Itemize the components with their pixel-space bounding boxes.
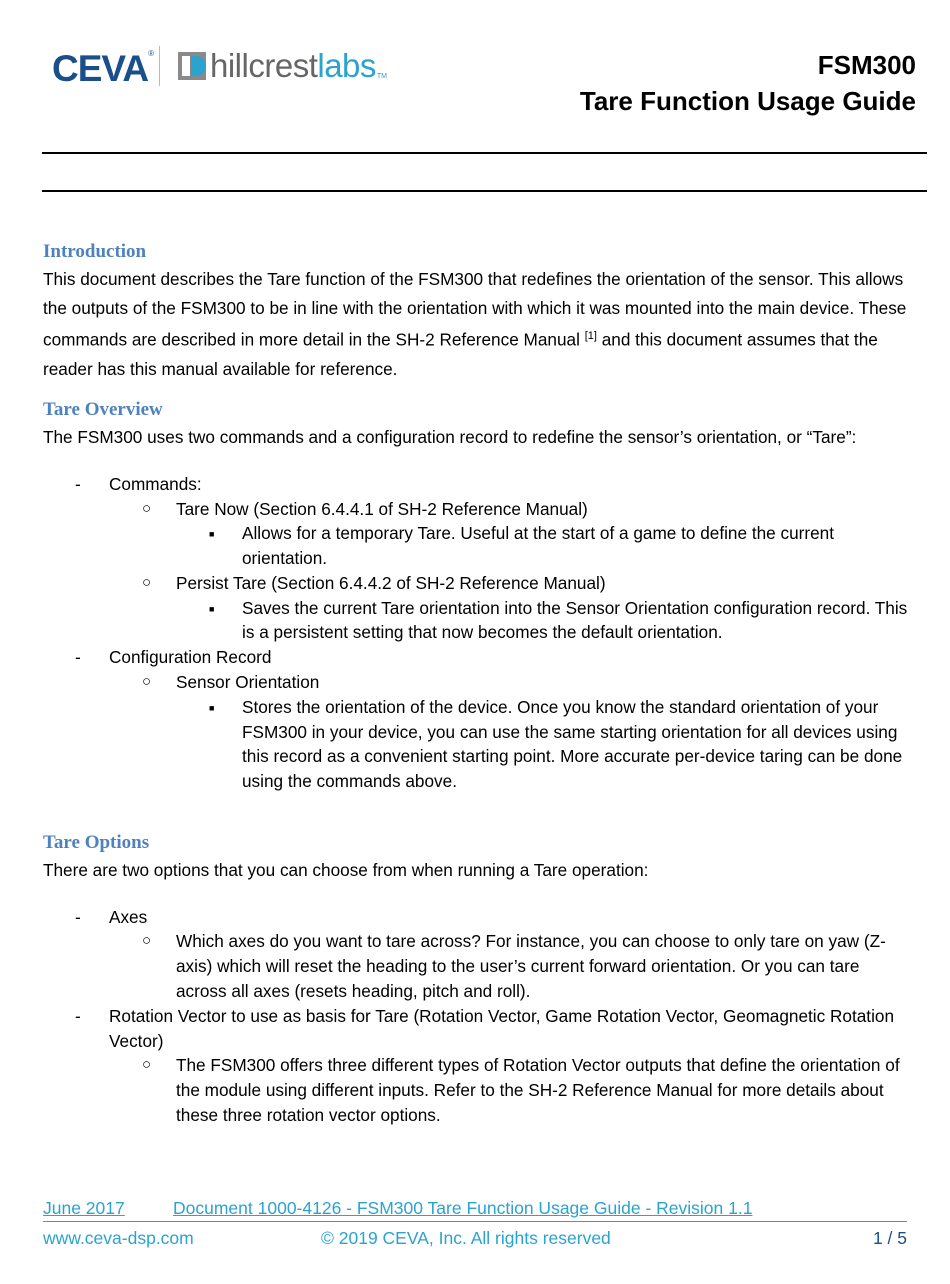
title-guide: Tare Function Usage Guide (579, 86, 916, 116)
heading-tare-options: Tare Options (43, 832, 150, 854)
introduction-paragraph (43, 265, 913, 383)
list-item-config-record: Configuration Record (109, 647, 272, 668)
list-item: ○ Sensor Orientation (142, 672, 320, 693)
list-item: ■ Stores the orientation of the device. Once you know the standard orientation of your FSM300 in your device, you can use the same starting orientation for all devices using this record as a convenient starting point. More accurate per-device taring can be done using the commands above. (209, 696, 903, 792)
list-item-persist-tare: Persist Tare (Section 6.4.4.2 of SH-2 Reference Manual) (176, 572, 606, 593)
list-item: - Configuration Record (75, 647, 272, 668)
document-body (43, 239, 913, 1128)
list-item: ○ Tare Now (Section 6.4.4.1 of SH-2 Reference Manual) (142, 498, 588, 519)
tare-overview-list (43, 472, 913, 794)
title-product: FSM300 (817, 50, 916, 80)
header-rule-top (42, 152, 927, 154)
heading-introduction: Introduction (43, 241, 147, 262)
introduction-text-cont: and this document assumes that the reader has this manual available for reference. (43, 329, 878, 379)
ceva-logo: CEVA® (52, 48, 153, 89)
list-item-rotation-vector-detail: The FSM300 offers three different types of Rotation Vector outputs that define the orientation of the module using different inputs. Refer to the SH-2 Reference Manual for more details about these three rotation vector options. (176, 1055, 900, 1126)
introduction-text: This document describes the Tare function of the FSM300 that redefines the orientation of the sensor. This allows the outputs of the FSM300 to be in line with the orientation with which it was mounted into the main device. These commands are described in more detail in the SH-2 Reference Manual (43, 269, 907, 350)
list-item: ○ Persist Tare (Section 6.4.4.2 of SH-2 Reference Manual) (142, 572, 606, 593)
ceva-logo-text: CEVA (52, 48, 149, 89)
list-item: ○ The FSM300 offers three different types of Rotation Vector outputs that define the orientation of the module using different inputs. Refer to the SH-2 Reference Manual for more details about these three rotation vector options. (142, 1055, 900, 1126)
list-item-axes: Axes (109, 906, 148, 927)
footer-page-number: 1 / 5 (872, 1228, 907, 1248)
tare-options-list (43, 905, 913, 1128)
list-item-commands: Commands: (109, 473, 202, 494)
list-item: - Axes (75, 906, 148, 927)
reference-marker: [1] (584, 330, 597, 343)
heading-tare-overview: Tare Overview (43, 399, 163, 421)
list-item: - Commands: (75, 473, 202, 494)
footer-document-reference: Document 1000-4126 - FSM300 Tare Function Usage Guide - Revision 1.1 (173, 1198, 753, 1218)
hillcrest-logo-text: hillcrest (210, 47, 318, 84)
document-title (580, 47, 916, 119)
list-item-tare-now: Tare Now (Section 6.4.4.1 of SH-2 Reference Manual) (176, 498, 588, 519)
list-item-axes-detail: Which axes do you want to tare across? For instance, you can choose to only tare on yaw (Z-axis) which will reset the heading to the user’s current forward orientation. Or you can tare across all axes (resets heading, pitch and roll). (176, 931, 886, 1002)
list-item: - Rotation Vector to use as basis for Tare (Rotation Vector, Game Rotation Vector, Geomagnetic Rotation Vector) (75, 1005, 895, 1051)
logo-separator (159, 46, 160, 86)
footer-copyright: © 2019 CEVA, Inc. All rights reserved (321, 1228, 611, 1248)
list-item-sensor-orientation-detail: Stores the orientation of the device. Once you know the standard orientation of your FSM300 in your device, you can use the same starting orientation for all devices using this record as a convenient starting point. More accurate per-device taring can be done using the commands above. (242, 696, 903, 792)
list-item-rotation-vector: Rotation Vector to use as basis for Tare (Rotation Vector, Game Rotation Vector, Geomagnetic Rotation Vector) (109, 1005, 895, 1051)
labs-logo-text: labs (317, 47, 376, 84)
list-item-persist-tare-detail: Saves the current Tare orientation into the Sensor Orientation configuration record. This is a persistent setting that now becomes the default orientation. (242, 597, 908, 643)
list-item-sensor-orientation: Sensor Orientation (176, 672, 320, 693)
list-item: ■ Saves the current Tare orientation into the Sensor Orientation configuration record. This is a persistent setting that now becomes the default orientation. (209, 597, 908, 643)
hillcrest-mark-icon (178, 52, 206, 80)
header-rule-bottom (42, 190, 927, 192)
list-item: ○ Which axes do you want to tare across? For instance, you can choose to only tare on yaw (Z-axis) which will reset the heading to the user’s current forward orientation. Or you can tare across all axes (resets heading, pitch and roll). (142, 931, 886, 1002)
list-item-tare-now-detail: Allows for a temporary Tare. Useful at the start of a game to define the current orientation. (242, 523, 834, 569)
footer-document-line (43, 1198, 907, 1222)
footer-website-link[interactable]: www.ceva-dsp.com (43, 1228, 194, 1248)
hillcrest-labs-logo: hillcrest labs TM (178, 48, 387, 82)
footer-date: June 2017 (43, 1198, 125, 1218)
tare-options-paragraph: There are two options that you can choose from when running a Tare operation: (43, 860, 649, 881)
tare-overview-paragraph: The FSM300 uses two commands and a configuration record to redefine the sensor’s orientation, or “Tare”: (43, 427, 857, 448)
list-item: ■ Allows for a temporary Tare. Useful at the start of a game to define the current orientation. (209, 523, 834, 569)
